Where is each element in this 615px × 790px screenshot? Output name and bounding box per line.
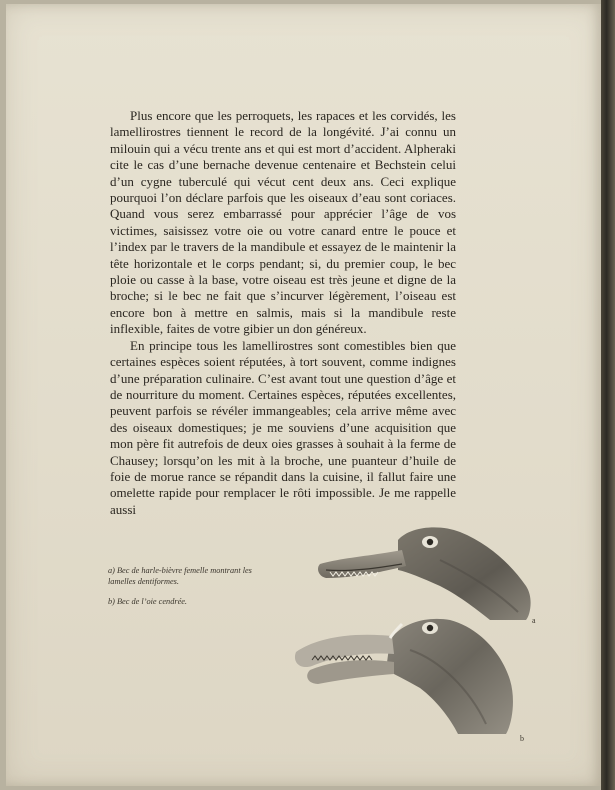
paragraph-2: En principe tous les lamellirostres sont comestibles bien que certaines espèces soient réputées, à tort souvent, comme indignes d’une préparation culinaire. C’est avant tout une question d’âge et de nourriture du moment. Certaines espèces, réputées excellentes, peuvent parfois se révéler immangeables; cela arrive même avec des oiseaux domestiques; je me souviens d’une acquisition que mon père fit autrefois de deux oies grasses à souhait à la ferme de Chausey; lorsqu’on les mit à la broche, une puanteur d’huile de foie de morue rance se répandit dans la cuisine, il fallut faire une omelette rapide pour remplacer le rôti impossible. Je me rappelle aussi: [110, 337, 456, 517]
head-b: [295, 619, 513, 734]
head-a: [318, 527, 531, 620]
body-text: [110, 108, 456, 518]
duck-heads-illustration: [290, 520, 550, 750]
caption-b: b) Bec de l’oie cendrée.: [108, 597, 188, 606]
duck-heads-drawing: [290, 520, 550, 750]
paragraph-1: Plus encore que les perroquets, les rapaces et les corvidés, les lamellirostres tiennent le record de la longévité. J’ai connu un milouin qui a vécu trente ans et qui est mort d’accident. Alpheraki cite le cas d’une bernache devenue centenaire et Bechstein celui d’un cygne tuberculé qui vécut cent deux ans. Ceci explique pourquoi l’on déclare parfois que les oiseaux d’eau sont coriaces. Quand vous serez embarrassé pour apprécier l’âge de vos victimes, saisissez votre oie ou votre canard entre le pouce et l’index par le travers de la mandibule et essayez de le maintenir la tête horizontale et le corps pendant; si, du premier coup, le bec ploie ou casse à la base, votre oiseau est très jeune et digne de la broche; si le bec ne fait que s’incurver légèrement, l’oiseau est encore bon à mettre en salmis, mais si la mandibule reste inflexible, faites de votre gibier un don généreux.: [110, 108, 456, 337]
book-spine: [601, 0, 615, 790]
figure-captions: [108, 566, 268, 618]
caption-a: a) Bec de harle-bièvre femelle montrant les lamelles dentiformes.: [108, 566, 252, 586]
figure-label-a: a: [532, 616, 536, 625]
figure-label-b: b: [520, 734, 524, 743]
